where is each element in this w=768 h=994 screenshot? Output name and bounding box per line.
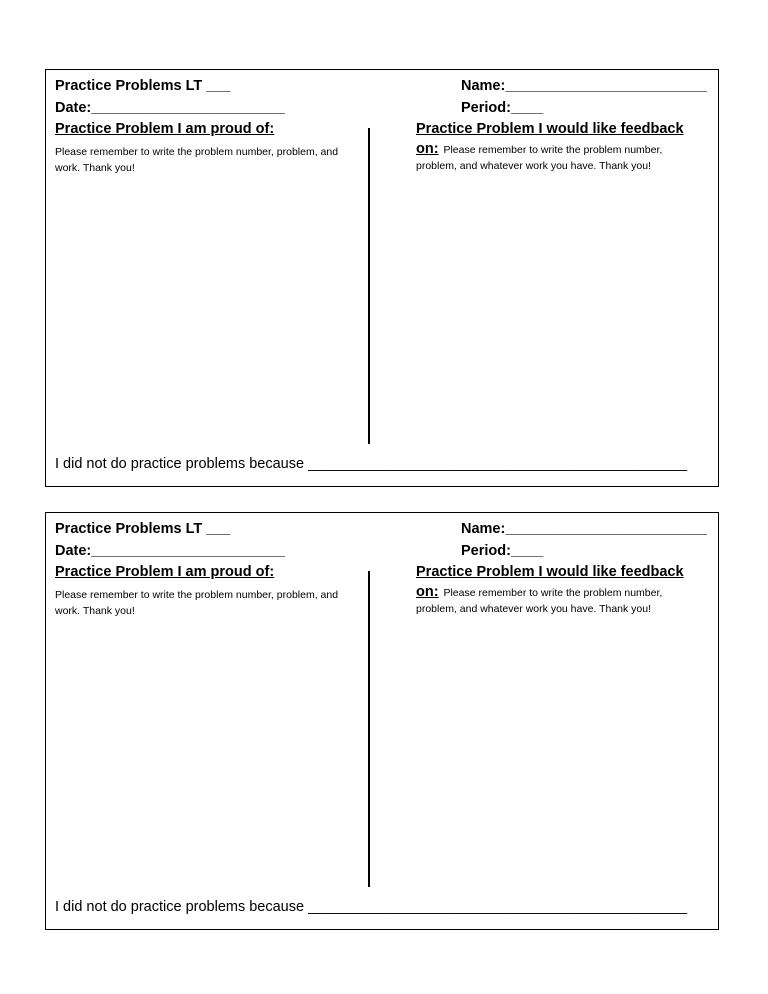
period-field[interactable]: Period:____ <box>461 543 544 559</box>
footer-reason-field[interactable]: I did not do practice problems because _______________________________________________ <box>55 456 688 472</box>
feedback-on-label: on: <box>416 584 439 600</box>
footer-reason-field[interactable]: I did not do practice problems because _______________________________________________ <box>55 899 688 915</box>
feedback-note: Please remember to write the problem number, problem, and whatever work you have. Thank you! <box>416 144 663 172</box>
date-field[interactable]: Date:________________________ <box>55 543 285 559</box>
feedback-note-block <box>416 141 706 174</box>
proud-note: Please remember to write the problem number, problem, and work. Thank you! <box>55 589 339 617</box>
name-field[interactable]: Name:_________________________ <box>461 521 707 537</box>
feedback-heading: Practice Problem I would like feedback <box>416 564 684 580</box>
column-divider <box>368 128 370 444</box>
feedback-note-block <box>416 584 706 617</box>
feedback-heading: Practice Problem I would like feedback <box>416 121 684 137</box>
card-title: Practice Problems LT ___ <box>55 78 231 94</box>
practice-card <box>45 512 719 930</box>
feedback-on-label: on: <box>416 141 439 157</box>
period-field[interactable]: Period:____ <box>461 100 544 116</box>
card-title: Practice Problems LT ___ <box>55 521 231 537</box>
proud-note: Please remember to write the problem number, problem, and work. Thank you! <box>55 146 339 174</box>
column-divider <box>368 571 370 887</box>
proud-heading: Practice Problem I am proud of: <box>55 121 275 137</box>
proud-heading: Practice Problem I am proud of: <box>55 564 275 580</box>
feedback-note: Please remember to write the problem number, problem, and whatever work you have. Thank you! <box>416 587 663 615</box>
practice-card <box>45 69 719 487</box>
date-field[interactable]: Date:________________________ <box>55 100 285 116</box>
name-field[interactable]: Name:_________________________ <box>461 78 707 94</box>
